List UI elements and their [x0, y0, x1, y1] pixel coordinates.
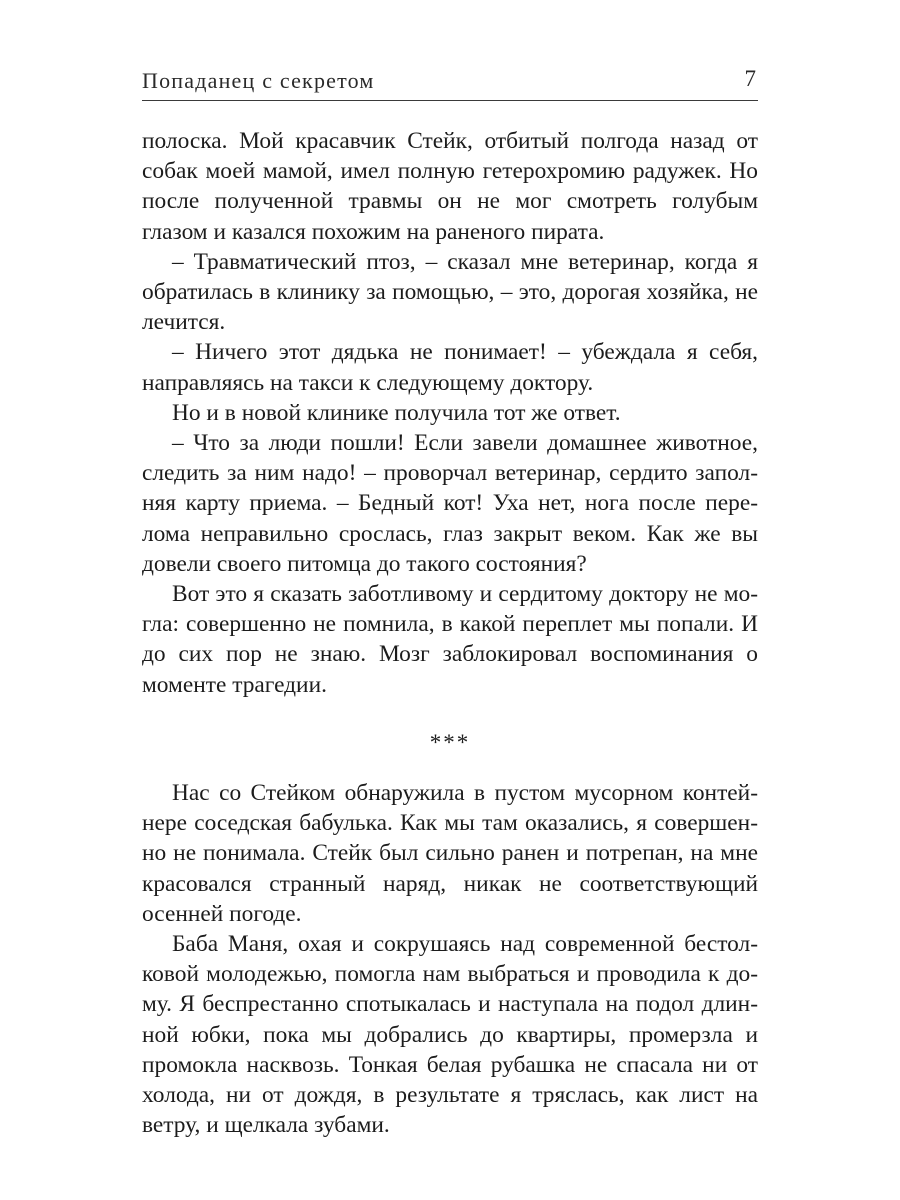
paragraph: полоска. Мой красавчик Стейк, отбитый полгода назад от собак моей мамой, имел полную гетерохромию радужек. Но после полученной травмы он не мог смотреть голубым глазом и казался похожим на раненого пирата.: [142, 128, 758, 245]
paragraph: – Что за люди пошли! Если завели домашнее животное, следить за ним надо! – проворчал ветеринар, сердито заполняя карту приема. – Бедный кот! Уха нет, нога после перелома неправильно срослась, глаз закрыт веком. Как же вы довели своего питомца до такого состояния?: [142, 430, 758, 577]
book-page: [142, 0, 758, 1200]
paragraph: Вот это я сказать заботливому и сердитому доктору не могла: совершенно не помнила, в какой переплет мы попали. И до сих пор не знаю. Мозг заблокировал воспоминания о моменте трагедии.: [142, 581, 758, 698]
running-header: [142, 66, 758, 101]
paragraph: – Травматический птоз, – сказал мне ветеринар, когда я обратилась в клинику за помощью, – это, дорогая хозяйка, не лечится.: [142, 248, 758, 336]
page-number: 7: [744, 66, 756, 91]
paragraph: Нас со Стейком обнаружила в пустом мусорном контейнере соседская бабулька. Как мы там оказались, я совершенно не понимала. Стейк был сильно ранен и потрепан, на мне красовался странный наряд, никак не соответствующий осенней погоде.: [142, 780, 758, 927]
paragraph: Баба Маня, охая и сокрушаясь над современной бестолковой молодежью, помогла нам выбраться и проводила к дому. Я беспрестанно спотыкалась и наступала на подол длинной юбки, пока мы добрались до квартиры, промерзла и промокла насквозь. Тонкая белая рубашка не спасала ни от холода, ни от дождя, в результате я тряслась, как лист на ветру, и щелкала зубами.: [142, 931, 758, 1139]
body-text: [142, 126, 758, 1141]
paragraph: Но и в новой клинике получила тот же ответ.: [172, 399, 621, 426]
paragraph: – Ничего этот дядька не понимает! – убеждала я себя, направляясь на такси к следующему доктору.: [142, 339, 758, 396]
running-title: Попаданец с секретом: [142, 68, 375, 93]
scene-separator: ***: [429, 729, 471, 755]
